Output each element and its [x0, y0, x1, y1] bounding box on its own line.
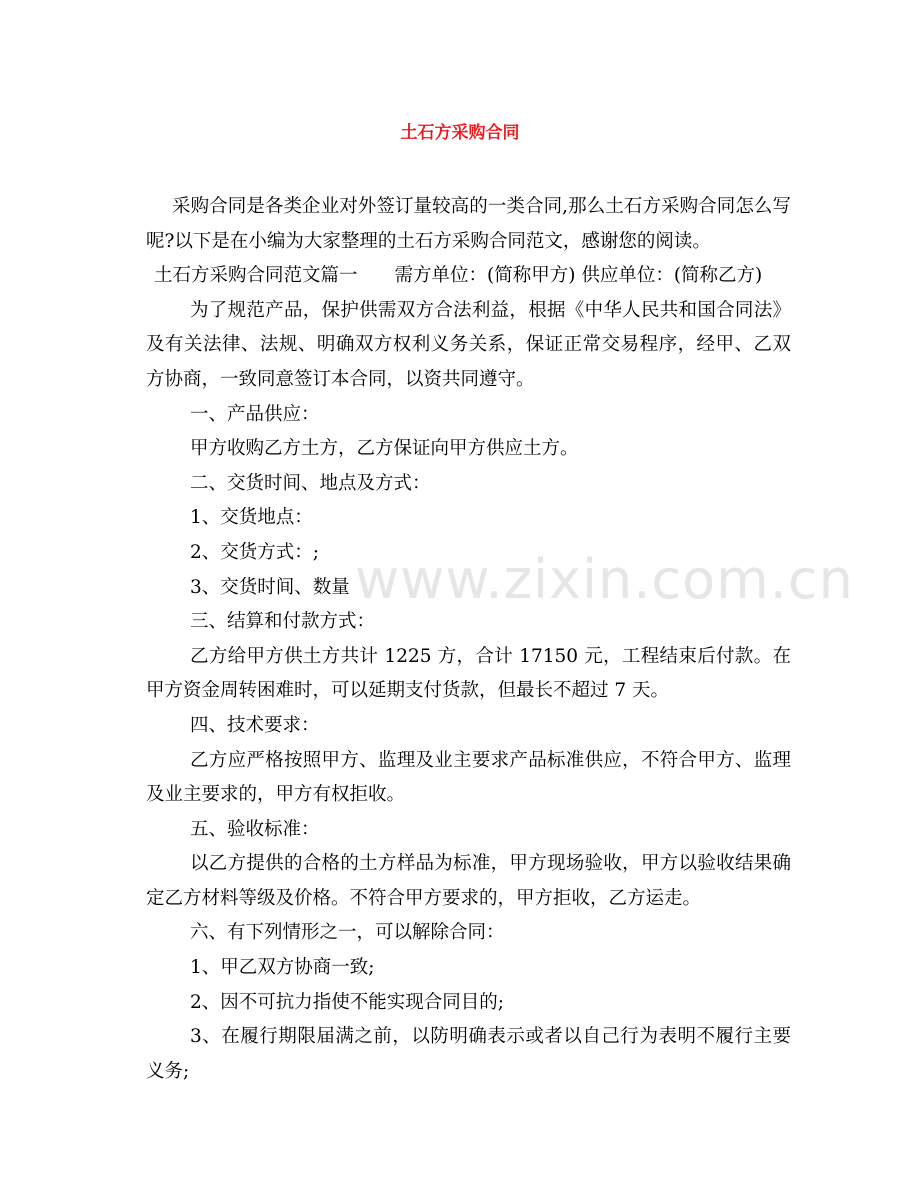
section-heading-3: 三、结算和付款方式： [190, 611, 376, 633]
contract-header-line: 土石方采购合同范文篇一 需方单位：(简称甲方) 供应单位：(简称乙方) [154, 265, 763, 287]
preamble-paragraph: 为了规范产品，保护供需双方合法利益，根据《中华人民共和国合同法》及有关法律、法规、明确双方权利义务关系，保证正常交易程序，经甲、乙双方协商，一致同意签订本合同，以资共同遵守。 [146, 299, 791, 390]
section-heading-1: 一、产品供应： [190, 403, 320, 425]
list-item: 3、在履行期限届满之前，以防明确表示或者以自己行为表明不履行主要义务; [146, 1026, 791, 1082]
section-body-5: 以乙方提供的合格的土方样品为标准，甲方现场验收，甲方以验收结果确定乙方材料等级及价格。不符合甲方要求的，甲方拒收，乙方运走。 [146, 853, 791, 909]
section-heading-4: 四、技术要求： [190, 714, 320, 736]
section-heading-5: 五、验收标准： [190, 818, 320, 840]
section-body-1: 甲方收购乙方土方，乙方保证向甲方供应土方。 [190, 438, 579, 460]
section-body-3: 乙方给甲方供土方共计 1225 方，合计 17150 元，工程结束后付款。在甲方资金周转困难时，可以延期支付货款，但最长不超过 7 天。 [146, 645, 791, 702]
section-body-4: 乙方应严格按照甲方、监理及业主要求产品标准供应，不符合甲方、监理及业主要求的，甲方有权拒收。 [146, 749, 791, 806]
document-body [146, 190, 791, 1089]
section-heading-2: 二、交货时间、地点及方式： [190, 472, 431, 494]
list-item: 1、交货地点： [190, 507, 313, 529]
section-heading-6: 六、有下列情形之一，可以解除合同： [190, 922, 505, 944]
list-item: 3、交货时间、数量 [190, 576, 350, 598]
list-item: 2、交货方式：; [190, 541, 320, 563]
document-title: 土石方采购合同 [400, 123, 520, 143]
list-item: 2、因不可抗力指使不能实现合同目的; [190, 991, 505, 1013]
watermark: www.zixin.com.cn [355, 548, 854, 611]
intro-paragraph: 采购合同是各类企业对外签订量较高的一类合同,那么土石方采购合同怎么写呢?以下是在小编为大家整理的土石方采购合同范文，感谢您的阅读。 [146, 196, 791, 252]
list-item: 1、甲乙双方协商一致; [190, 957, 375, 979]
